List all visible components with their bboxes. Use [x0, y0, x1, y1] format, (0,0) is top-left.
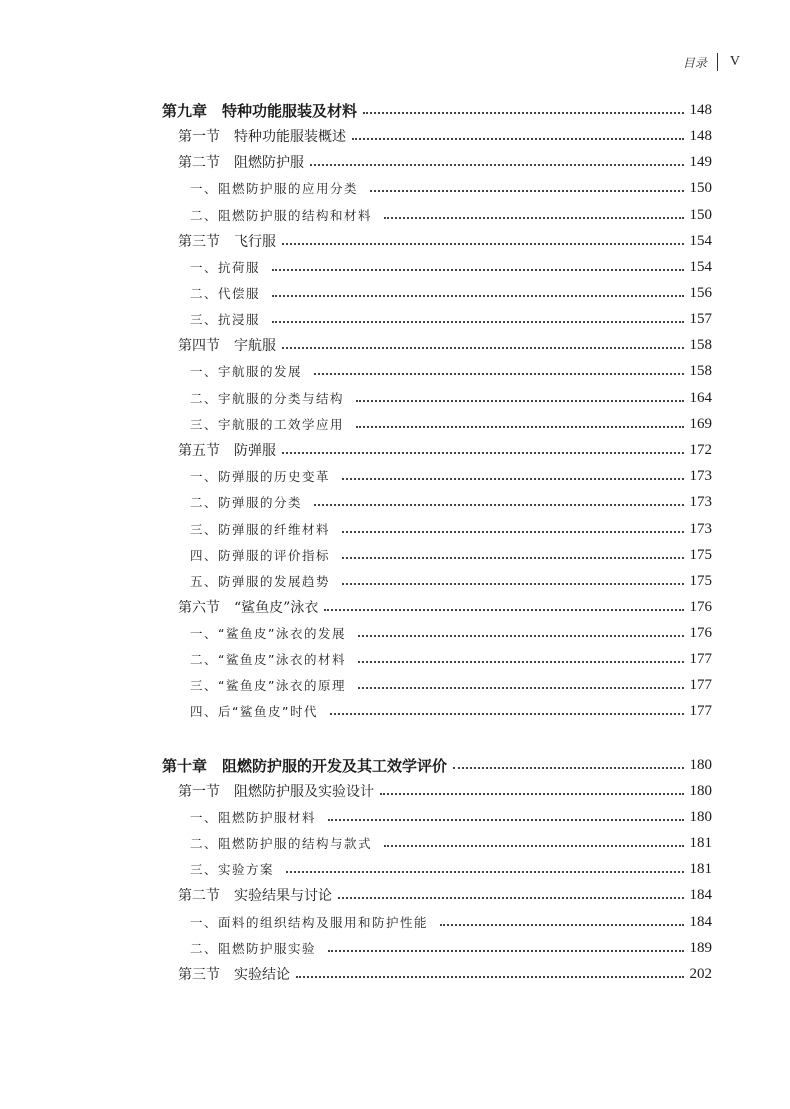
toc-entry-page-number: 148: [689, 101, 712, 118]
toc-entry-page-number: 184: [689, 886, 712, 903]
toc-entry-item[interactable]: [190, 202, 712, 228]
toc-entry-page-number: 202: [689, 965, 712, 982]
toc-entry-item[interactable]: [190, 646, 712, 672]
dot-leader: [384, 845, 683, 847]
toc-entry-label: 二、宇航服的分类与结构: [190, 391, 345, 406]
dot-leader: [310, 164, 684, 166]
toc-entry-page-number: 169: [689, 415, 712, 432]
toc-entry-chapter[interactable]: [162, 97, 712, 123]
toc-entry-item[interactable]: [190, 489, 712, 515]
toc-entry-label: 二、“鲨鱼皮”泳衣的材料: [190, 652, 346, 667]
toc-entry-section[interactable]: [178, 123, 712, 149]
toc-entry-item[interactable]: [190, 516, 712, 542]
header-title: 目录: [682, 55, 707, 70]
dot-leader: [370, 190, 683, 192]
toc-entry-section[interactable]: [178, 594, 712, 620]
toc-entry-item[interactable]: [190, 620, 712, 646]
dot-leader: [358, 661, 684, 663]
dot-leader: [324, 609, 683, 611]
toc-entry-label: 第四节 宇航服: [178, 338, 276, 354]
toc-entry-label: 第一节 阻燃防护服及实验设计: [178, 784, 374, 800]
toc-entry-page-number: 189: [689, 939, 712, 956]
toc-entry-item[interactable]: [190, 542, 712, 568]
toc-entry-label: 二、阻燃防护服的结构与款式: [190, 836, 373, 851]
toc-entry-page-number: 181: [689, 860, 712, 877]
toc-entry-label: 第六节 “鲨鱼皮”泳衣: [178, 600, 319, 616]
dot-leader: [282, 347, 684, 349]
toc-entry-page-number: 176: [689, 598, 712, 615]
dot-leader: [296, 976, 684, 978]
dot-leader: [272, 295, 683, 297]
toc-entry-label: 一、阻燃防护服材料: [190, 810, 317, 825]
toc-entry-label: 三、实验方案: [190, 862, 275, 877]
toc-entry-page-number: 177: [689, 676, 712, 693]
toc-entry-label: 二、阻燃防护服的结构和材料: [190, 208, 373, 223]
toc-entry-page-number: 177: [689, 702, 712, 719]
toc-entry-page-number: 175: [689, 546, 712, 563]
dot-leader: [272, 269, 683, 271]
dot-leader: [384, 217, 683, 219]
toc-entry-item[interactable]: [190, 672, 712, 698]
toc-entry-page-number: 148: [689, 127, 712, 144]
toc-entry-item[interactable]: [190, 385, 712, 411]
toc-entry-page-number: 157: [689, 310, 712, 327]
toc-entry-label: 第五节 防弹服: [178, 443, 276, 459]
toc-entry-label: 一、“鲨鱼皮”泳衣的发展: [190, 626, 346, 641]
toc-entry-page-number: 177: [689, 650, 712, 667]
header-divider: [717, 53, 718, 71]
toc-entry-label: 三、“鲨鱼皮”泳衣的原理: [190, 678, 346, 693]
toc-entry-label: 第九章 特种功能服装及材料: [162, 101, 358, 120]
toc-entry-item[interactable]: [190, 254, 712, 280]
toc-entry-label: 一、防弹服的历史变革: [190, 469, 331, 484]
dot-leader: [328, 819, 683, 821]
toc-entry-label: 第二节 阻燃防护服: [178, 155, 304, 171]
toc-entry-label: 第二节 实验结果与讨论: [178, 888, 332, 904]
dot-leader: [363, 112, 683, 114]
toc-entry-page-number: 180: [689, 782, 712, 799]
toc-entry-item[interactable]: [190, 568, 712, 594]
toc-entry-item[interactable]: [190, 175, 712, 201]
toc-entry-page-number: 173: [689, 467, 712, 484]
toc-entry-label: 一、宇航服的发展: [190, 364, 303, 379]
toc-entry-item[interactable]: [190, 280, 712, 306]
toc-entry-chapter[interactable]: [162, 752, 712, 778]
toc-entry-page-number: 175: [689, 572, 712, 589]
dot-leader: [286, 871, 683, 873]
toc-entry-section[interactable]: [178, 778, 712, 804]
dot-leader: [342, 557, 683, 559]
toc-entry-label: 一、面料的组织结构及服用和防护性能: [190, 915, 429, 930]
toc-entry-page-number: 156: [689, 284, 712, 301]
toc-entry-section[interactable]: [178, 961, 712, 987]
dot-leader: [314, 373, 683, 375]
toc-entry-page-number: 150: [689, 206, 712, 223]
toc-entry-page-number: 154: [689, 232, 712, 249]
toc-entry-item[interactable]: [190, 856, 712, 882]
dot-leader: [314, 504, 683, 506]
dot-leader: [342, 531, 683, 533]
toc-entry-section[interactable]: [178, 437, 712, 463]
toc-entry-item[interactable]: [190, 463, 712, 489]
dot-leader: [338, 897, 684, 899]
toc-entry-label: 二、阻燃防护服实验: [190, 941, 317, 956]
toc-entry-item[interactable]: [190, 698, 712, 724]
dot-leader: [356, 426, 683, 428]
toc-entry-page-number: 158: [689, 336, 712, 353]
toc-entry-page-number: 173: [689, 493, 712, 510]
toc-entry-label: 第三节 飞行服: [178, 234, 276, 250]
toc-entry-item[interactable]: [190, 909, 712, 935]
toc-entry-page-number: 164: [689, 389, 712, 406]
dot-leader: [282, 452, 684, 454]
dot-leader: [272, 321, 683, 323]
toc-entry-page-number: 176: [689, 624, 712, 641]
toc-entry-section[interactable]: [178, 332, 712, 358]
toc-entry-page-number: 184: [689, 913, 712, 930]
toc-entry-section[interactable]: [178, 149, 712, 175]
dot-leader: [330, 713, 684, 715]
toc-entry-page-number: 180: [689, 808, 712, 825]
dot-leader: [342, 478, 683, 480]
toc-entry-page-number: 154: [689, 258, 712, 275]
dot-leader: [352, 138, 684, 140]
toc-entry-page-number: 158: [689, 362, 712, 379]
toc-entry-page-number: 172: [689, 441, 712, 458]
dot-leader: [342, 583, 683, 585]
toc-entry-label: 四、后“鲨鱼皮”时代: [190, 704, 318, 719]
toc-entry-item[interactable]: [190, 411, 712, 437]
toc-entry-section[interactable]: [178, 228, 712, 254]
toc-entry-label: 一、抗荷服: [190, 260, 261, 275]
dot-leader: [358, 687, 684, 689]
toc-entry-item[interactable]: [190, 306, 712, 332]
toc-entry-item[interactable]: [190, 935, 712, 961]
dot-leader: [380, 793, 684, 795]
toc-entry-section[interactable]: [178, 882, 712, 908]
dot-leader: [358, 635, 684, 637]
dot-leader: [328, 950, 683, 952]
toc-entry-page-number: 149: [689, 153, 712, 170]
toc-entry-label: 第十章 阻燃防护服的开发及其工效学评价: [162, 756, 448, 775]
toc-entry-label: 三、抗浸服: [190, 312, 261, 327]
toc-entry-label: 三、宇航服的工效学应用: [190, 417, 345, 432]
toc-entry-label: 第三节 实验结论: [178, 967, 290, 983]
header-page-number: V: [729, 54, 740, 69]
toc-entry-label: 五、防弹服的发展趋势: [190, 574, 331, 589]
toc-entry-label: 二、代偿服: [190, 286, 261, 301]
toc-entry-page-number: 181: [689, 834, 712, 851]
running-header: [683, 52, 740, 72]
toc-entry-label: 第一节 特种功能服装概述: [178, 129, 346, 145]
toc-entry-label: 三、防弹服的纤维材料: [190, 522, 331, 537]
toc-entry-label: 一、阻燃防护服的应用分类: [190, 181, 359, 196]
dot-leader: [356, 400, 683, 402]
dot-leader: [282, 243, 684, 245]
toc-entry-page-number: 180: [689, 756, 712, 773]
toc-entry-page-number: 173: [689, 520, 712, 537]
toc-entry-item[interactable]: [190, 804, 712, 830]
toc-entry-item[interactable]: [190, 358, 712, 384]
toc-entry-label: 二、防弹服的分类: [190, 495, 303, 510]
toc-entry-label: 四、防弹服的评价指标: [190, 548, 331, 563]
dot-leader: [440, 924, 683, 926]
toc-entry-item[interactable]: [190, 830, 712, 856]
dot-leader: [453, 767, 683, 769]
toc-entry-page-number: 150: [689, 179, 712, 196]
